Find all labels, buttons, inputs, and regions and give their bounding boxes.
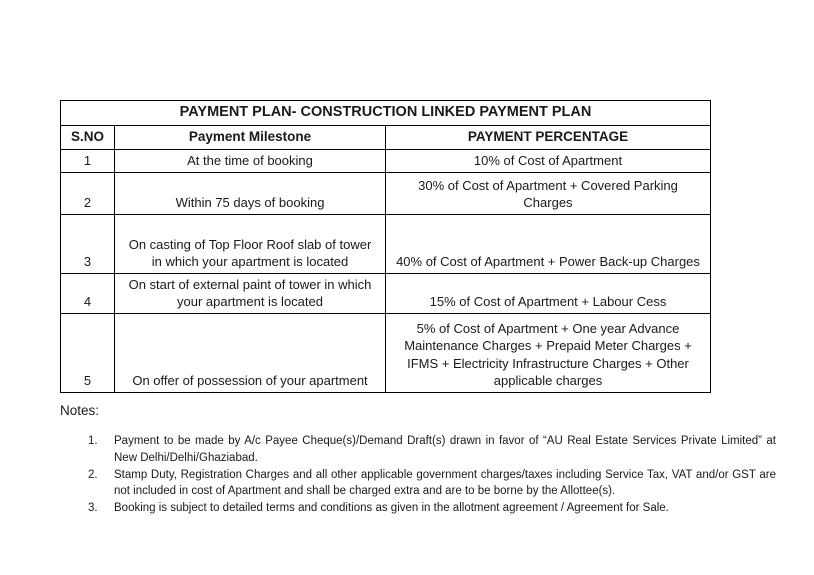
note-text: Payment to be made by A/c Payee Cheque(s)/Demand Draft(s) drawn in favor of “AU Real Estate Services Private Limited” at New Delhi/Delhi/Ghaziabad. (114, 435, 776, 464)
cell-milestone: On start of external paint of tower in which your apartment is located (115, 274, 386, 314)
cell-percentage: 10% of Cost of Apartment (386, 150, 711, 173)
table-row (61, 274, 711, 314)
list-item (88, 500, 778, 517)
table-title-row (61, 101, 711, 126)
note-number: 1. (88, 435, 98, 448)
column-header-percentage: PAYMENT PERCENTAGE (386, 126, 711, 150)
list-item (88, 433, 778, 466)
cell-percentage: 5% of Cost of Apartment + One year Advance Maintenance Charges + Prepaid Meter Charges + IFMS + Electricity Infrastructure Charges + Other applicable charges (386, 314, 711, 393)
note-number: 2. (88, 468, 98, 481)
payment-plan-table (60, 100, 711, 393)
list-item (88, 467, 778, 500)
note-number: 3. (88, 501, 98, 514)
column-header-milestone: Payment Milestone (115, 126, 386, 150)
column-header-sno: S.NO (61, 126, 115, 150)
cell-milestone: Within 75 days of booking (115, 173, 386, 215)
table-row (61, 150, 711, 173)
table-row (61, 215, 711, 274)
notes-list (60, 433, 778, 516)
table-header-row (61, 126, 711, 150)
cell-sno: 2 (61, 173, 115, 215)
notes-heading: Notes: (60, 403, 100, 418)
table-row (61, 173, 711, 215)
cell-milestone: At the time of booking (115, 150, 386, 173)
notes-section (60, 403, 778, 517)
cell-sno: 1 (61, 150, 115, 173)
cell-milestone: On casting of Top Floor Roof slab of tower in which your apartment is located (115, 215, 386, 274)
cell-milestone: On offer of possession of your apartment (115, 314, 386, 393)
cell-percentage: 15% of Cost of Apartment + Labour Cess (386, 274, 711, 314)
note-text: Stamp Duty, Registration Charges and all other applicable government charges/taxes including Service Tax, VAT and/or GST are not included in cost of Apartment and shall be charged extra and are to be borne by the Allottee(s). (114, 468, 776, 498)
note-text: Booking is subject to detailed terms and conditions as given in the allotment agreement / Agreement for Sale. (114, 501, 669, 514)
cell-percentage: 30% of Cost of Apartment + Covered Parking Charges (386, 173, 711, 215)
table-title: PAYMENT PLAN- CONSTRUCTION LINKED PAYMENT PLAN (61, 101, 711, 126)
cell-sno: 5 (61, 314, 115, 393)
cell-sno: 3 (61, 215, 115, 274)
table-row (61, 314, 711, 393)
cell-sno: 4 (61, 274, 115, 314)
cell-percentage: 40% of Cost of Apartment + Power Back-up Charges (386, 215, 711, 274)
